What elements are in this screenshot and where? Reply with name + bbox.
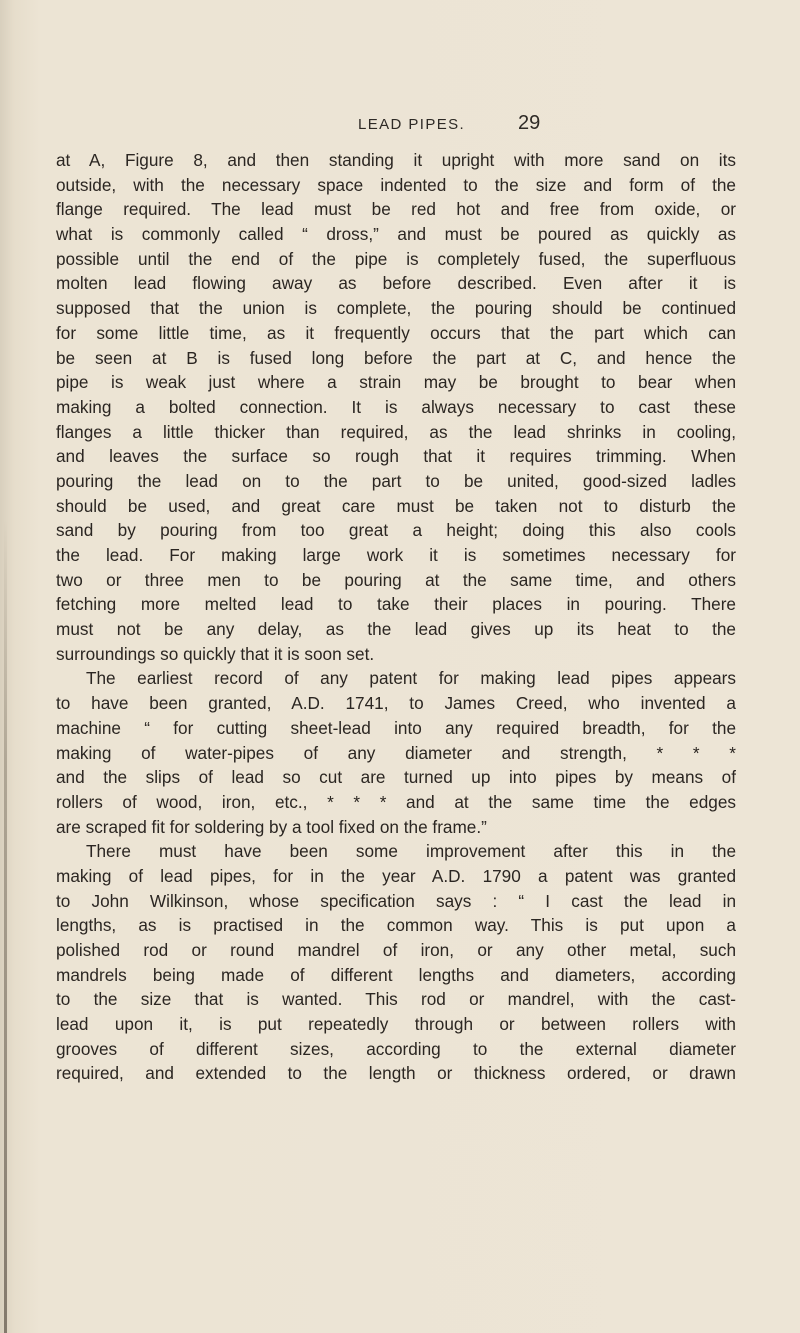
text-line: making of water-pipes of any diameter and strength, * * *: [56, 742, 736, 763]
text-line: required, and extended to the length or thickness ordered, or drawn: [56, 1063, 736, 1084]
text-line: making of lead pipes, for in the year A.D. 1790 a patent was granted: [56, 865, 736, 886]
paragraph-end-line: surroundings so quickly that it is soon set.: [56, 643, 375, 664]
text-line: be seen at B is fused long before the part at C, and hence the: [56, 347, 736, 368]
text-line: should be used, and great care must be taken not to disturb the: [56, 495, 736, 516]
text-line: outside, with the necessary space indented to the size and form of the: [56, 174, 736, 195]
text-line: the lead. For making large work it is sometimes necessary for: [56, 545, 736, 565]
text-line: molten lead flowing away as before described. Even after it is: [56, 273, 736, 294]
text-line: flanges a little thicker than required, as the lead shrinks in cooling,: [56, 421, 736, 442]
paragraph-start-line: There must have been some improvement after this in the: [86, 841, 736, 862]
text-line: must not be any delay, as the lead gives up its heat to the: [56, 619, 736, 640]
text-line: to have been granted, A.D. 1741, to James Creed, who invented a: [56, 693, 736, 714]
text-line: making a bolted connection. It is always necessary to cast these: [56, 396, 736, 417]
text-line: machine “ for cutting sheet-lead into any required breadth, for the: [56, 717, 736, 738]
text-line: and leaves the surface so rough that it requires trimming. When: [56, 446, 736, 467]
text-line: supposed that the union is complete, the pouring should be continued: [56, 298, 736, 319]
text-line: and the slips of lead so cut are turned up into pipes by means of: [56, 767, 736, 788]
text-line: at A, Figure 8, and then standing it upright with more sand on its: [56, 150, 736, 170]
text-line: lead upon it, is put repeatedly through or between rollers with: [56, 1014, 736, 1035]
paragraph-start-line: The earliest record of any patent for making lead pipes appears: [86, 668, 736, 689]
text-line: two or three men to be pouring at the same time, and others: [56, 569, 736, 590]
text-line: mandrels being made of different lengths and diameters, according: [56, 964, 736, 985]
text-line: lengths, as is practised in the common way. This is put upon a: [56, 915, 736, 936]
text-line: fetching more melted lead to take their places in pouring. There: [56, 594, 736, 615]
text-line: pouring the lead on to the part to be united, good-sized ladles: [56, 470, 736, 491]
text-line: for some little time, as it frequently occurs that the part which can: [56, 322, 736, 343]
text-line: what is commonly called “ dross,” and must be poured as quickly as: [56, 224, 736, 245]
text-line: pipe is weak just where a strain may be brought to bear when: [56, 372, 736, 393]
text-line: grooves of different sizes, according to the external diameter: [56, 1038, 736, 1059]
text-line: to the size that is wanted. This rod or mandrel, with the cast-: [56, 989, 736, 1010]
text-line: to John Wilkinson, whose specification says : “ I cast the lead in: [56, 890, 736, 911]
running-head: LEAD PIPES.: [358, 116, 466, 133]
text-line: flange required. The lead must be red hot and free from oxide, or: [56, 199, 736, 220]
binding-gutter-shadow: [4, 520, 7, 1333]
paragraph-end-line: are scraped fit for soldering by a tool fixed on the frame.”: [56, 816, 487, 837]
page-header: [0, 112, 800, 142]
text-line: sand by pouring from too great a height; doing this also cools: [56, 520, 736, 541]
text-line: rollers of wood, iron, etc., * * * and at the same time the edges: [56, 791, 736, 812]
text-line: polished rod or round mandrel of iron, or any other metal, such: [56, 940, 736, 960]
body-text: [56, 148, 736, 1086]
page-number: 29: [518, 112, 541, 134]
text-line: possible until the end of the pipe is completely fused, the superfluous: [56, 248, 736, 269]
